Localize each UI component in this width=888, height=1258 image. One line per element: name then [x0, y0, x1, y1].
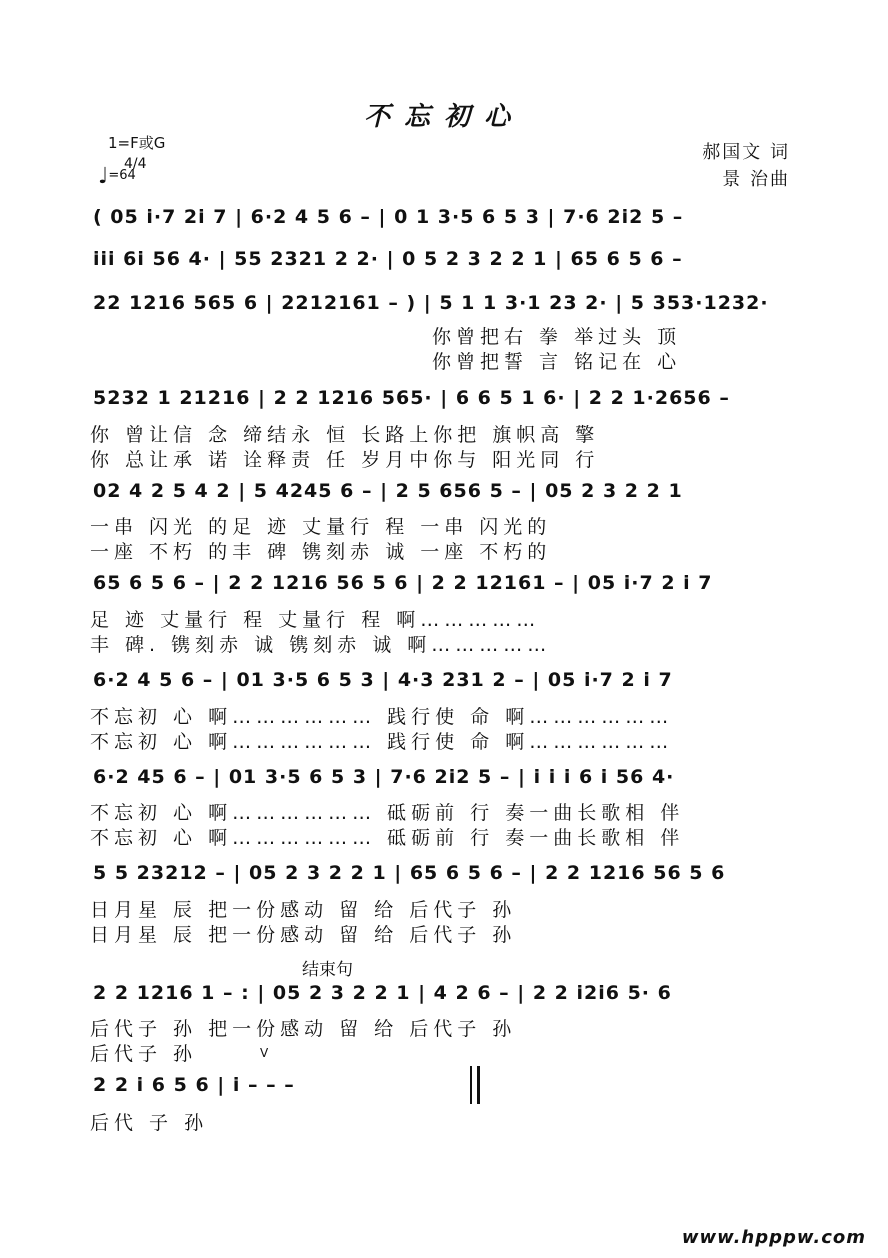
lyric-line: 后代子 孙 把一份感动 留 给 后代子 孙	[90, 1018, 517, 1040]
page-title: 不忘初心	[363, 102, 524, 132]
score-line-6	[93, 568, 828, 598]
score-notes: 6·2 45 6 – | 01 3·5 6 5 3 | 7·6 2i2 5 – | i i i 6 i 56 4·	[93, 766, 675, 788]
score-notes: 02 4 2 5 4 2 | 5 4245 6 – | 2 5 656 5 – | 05 2 3 2 2 1	[93, 480, 683, 502]
score-line-9	[93, 858, 828, 888]
score-line-3	[93, 288, 828, 318]
score-line-8	[93, 762, 828, 792]
tempo-marking	[98, 160, 136, 189]
time-signature: 4/4	[124, 156, 147, 172]
lyric-line: 后代子 孙	[90, 1043, 198, 1065]
score-line-11	[93, 1070, 453, 1100]
score-line-7	[93, 665, 828, 695]
score-line-5	[93, 476, 828, 506]
lyricist-credit: 郝国文 词	[702, 142, 790, 163]
lyric-line: 不忘初 心 啊……………… 践行使 命 啊………………	[90, 706, 674, 728]
lyric-line: 你曾把誓 言 铭记在 心	[432, 351, 682, 373]
lyric-line: 不忘初 心 啊……………… 砥砺前 行 奏一曲长歌相 伴	[90, 827, 685, 849]
score-notes: 2 2 1216 1 – : | 05 2 3 2 2 1 | 4 2 6 – | 2 2 i2i6 5· 6	[93, 982, 672, 1004]
score-line-4	[93, 383, 828, 413]
score-notes: ( 05 i·7 2i 7 | 6·2 4 5 6 – | 0 1 3·5 6 5 3 | 7·6 2i2 5 –	[93, 206, 684, 228]
lyric-line: 你 曾让信 念 缔结永 恒 长路上你把 旗帜高 擎	[90, 424, 600, 446]
score-line-2	[93, 244, 828, 274]
score-line-1	[93, 202, 828, 232]
site-watermark: www.hpppw.com	[681, 1227, 866, 1248]
lyric-line: 丰 碑. 镌刻赤 诚 镌刻赤 诚 啊……………	[90, 634, 552, 656]
score-notes: 65 6 5 6 – | 2 2 1216 56 5 6 | 2 2 12161 – | 05 i·7 2 i 7	[93, 572, 713, 594]
lyric-line: 你曾把右 拳 举过头 顶	[432, 326, 682, 348]
lyric-line: 足 迹 丈量行 程 丈量行 程 啊……………	[90, 609, 541, 631]
ending-label: 结束句	[302, 960, 353, 980]
lyric-line: 一串 闪光 的足 迹 丈量行 程 一串 闪光的	[90, 516, 552, 538]
score-notes: iii 6i 56 4· | 55 2321 2 2· | 0 5 2 3 2 2 1 | 65 6 5 6 –	[93, 248, 683, 270]
key-signature: 1=F或G	[108, 134, 166, 152]
score-notes: 5 5 23212 – | 05 2 3 2 2 1 | 65 6 5 6 – | 2 2 1216 56 5 6	[93, 862, 726, 884]
lyric-line: 不忘初 心 啊……………… 砥砺前 行 奏一曲长歌相 伴	[90, 802, 685, 824]
score-notes: 5232 1 21216 | 2 2 1216 565· | 6 6 5 1 6· | 2 2 1·2656 –	[93, 387, 730, 409]
lyric-line: 日月星 辰 把一份感动 留 给 后代子 孙	[90, 924, 517, 946]
lyric-line: 日月星 辰 把一份感动 留 给 后代子 孙	[90, 899, 517, 921]
lyric-line: 后代 子 孙	[90, 1112, 209, 1134]
tempo-value: =64	[108, 168, 136, 183]
quarter-note-icon: ♩	[98, 164, 109, 189]
breath-mark: V	[260, 1046, 269, 1060]
score-line-10	[93, 978, 828, 1008]
score-notes: 2 2 i 6 5 6 | i – – –	[93, 1074, 295, 1096]
final-barline	[470, 1066, 480, 1104]
score-notes: 22 1216 565 6 | 2212161 – ) | 5 1 1 3·1 23 2· | 5 353·1232·	[93, 292, 769, 314]
lyric-line: 一座 不朽 的丰 碑 镌刻赤 诚 一座 不朽的	[90, 541, 552, 563]
lyric-line: 不忘初 心 啊……………… 践行使 命 啊………………	[90, 731, 674, 753]
lyric-line: 你 总让承 诺 诠释责 任 岁月中你与 阳光同 行	[90, 449, 600, 471]
composer-credit: 景 治曲	[722, 169, 790, 190]
score-notes: 6·2 4 5 6 – | 01 3·5 6 5 3 | 4·3 231 2 – | 05 i·7 2 i 7	[93, 669, 673, 691]
